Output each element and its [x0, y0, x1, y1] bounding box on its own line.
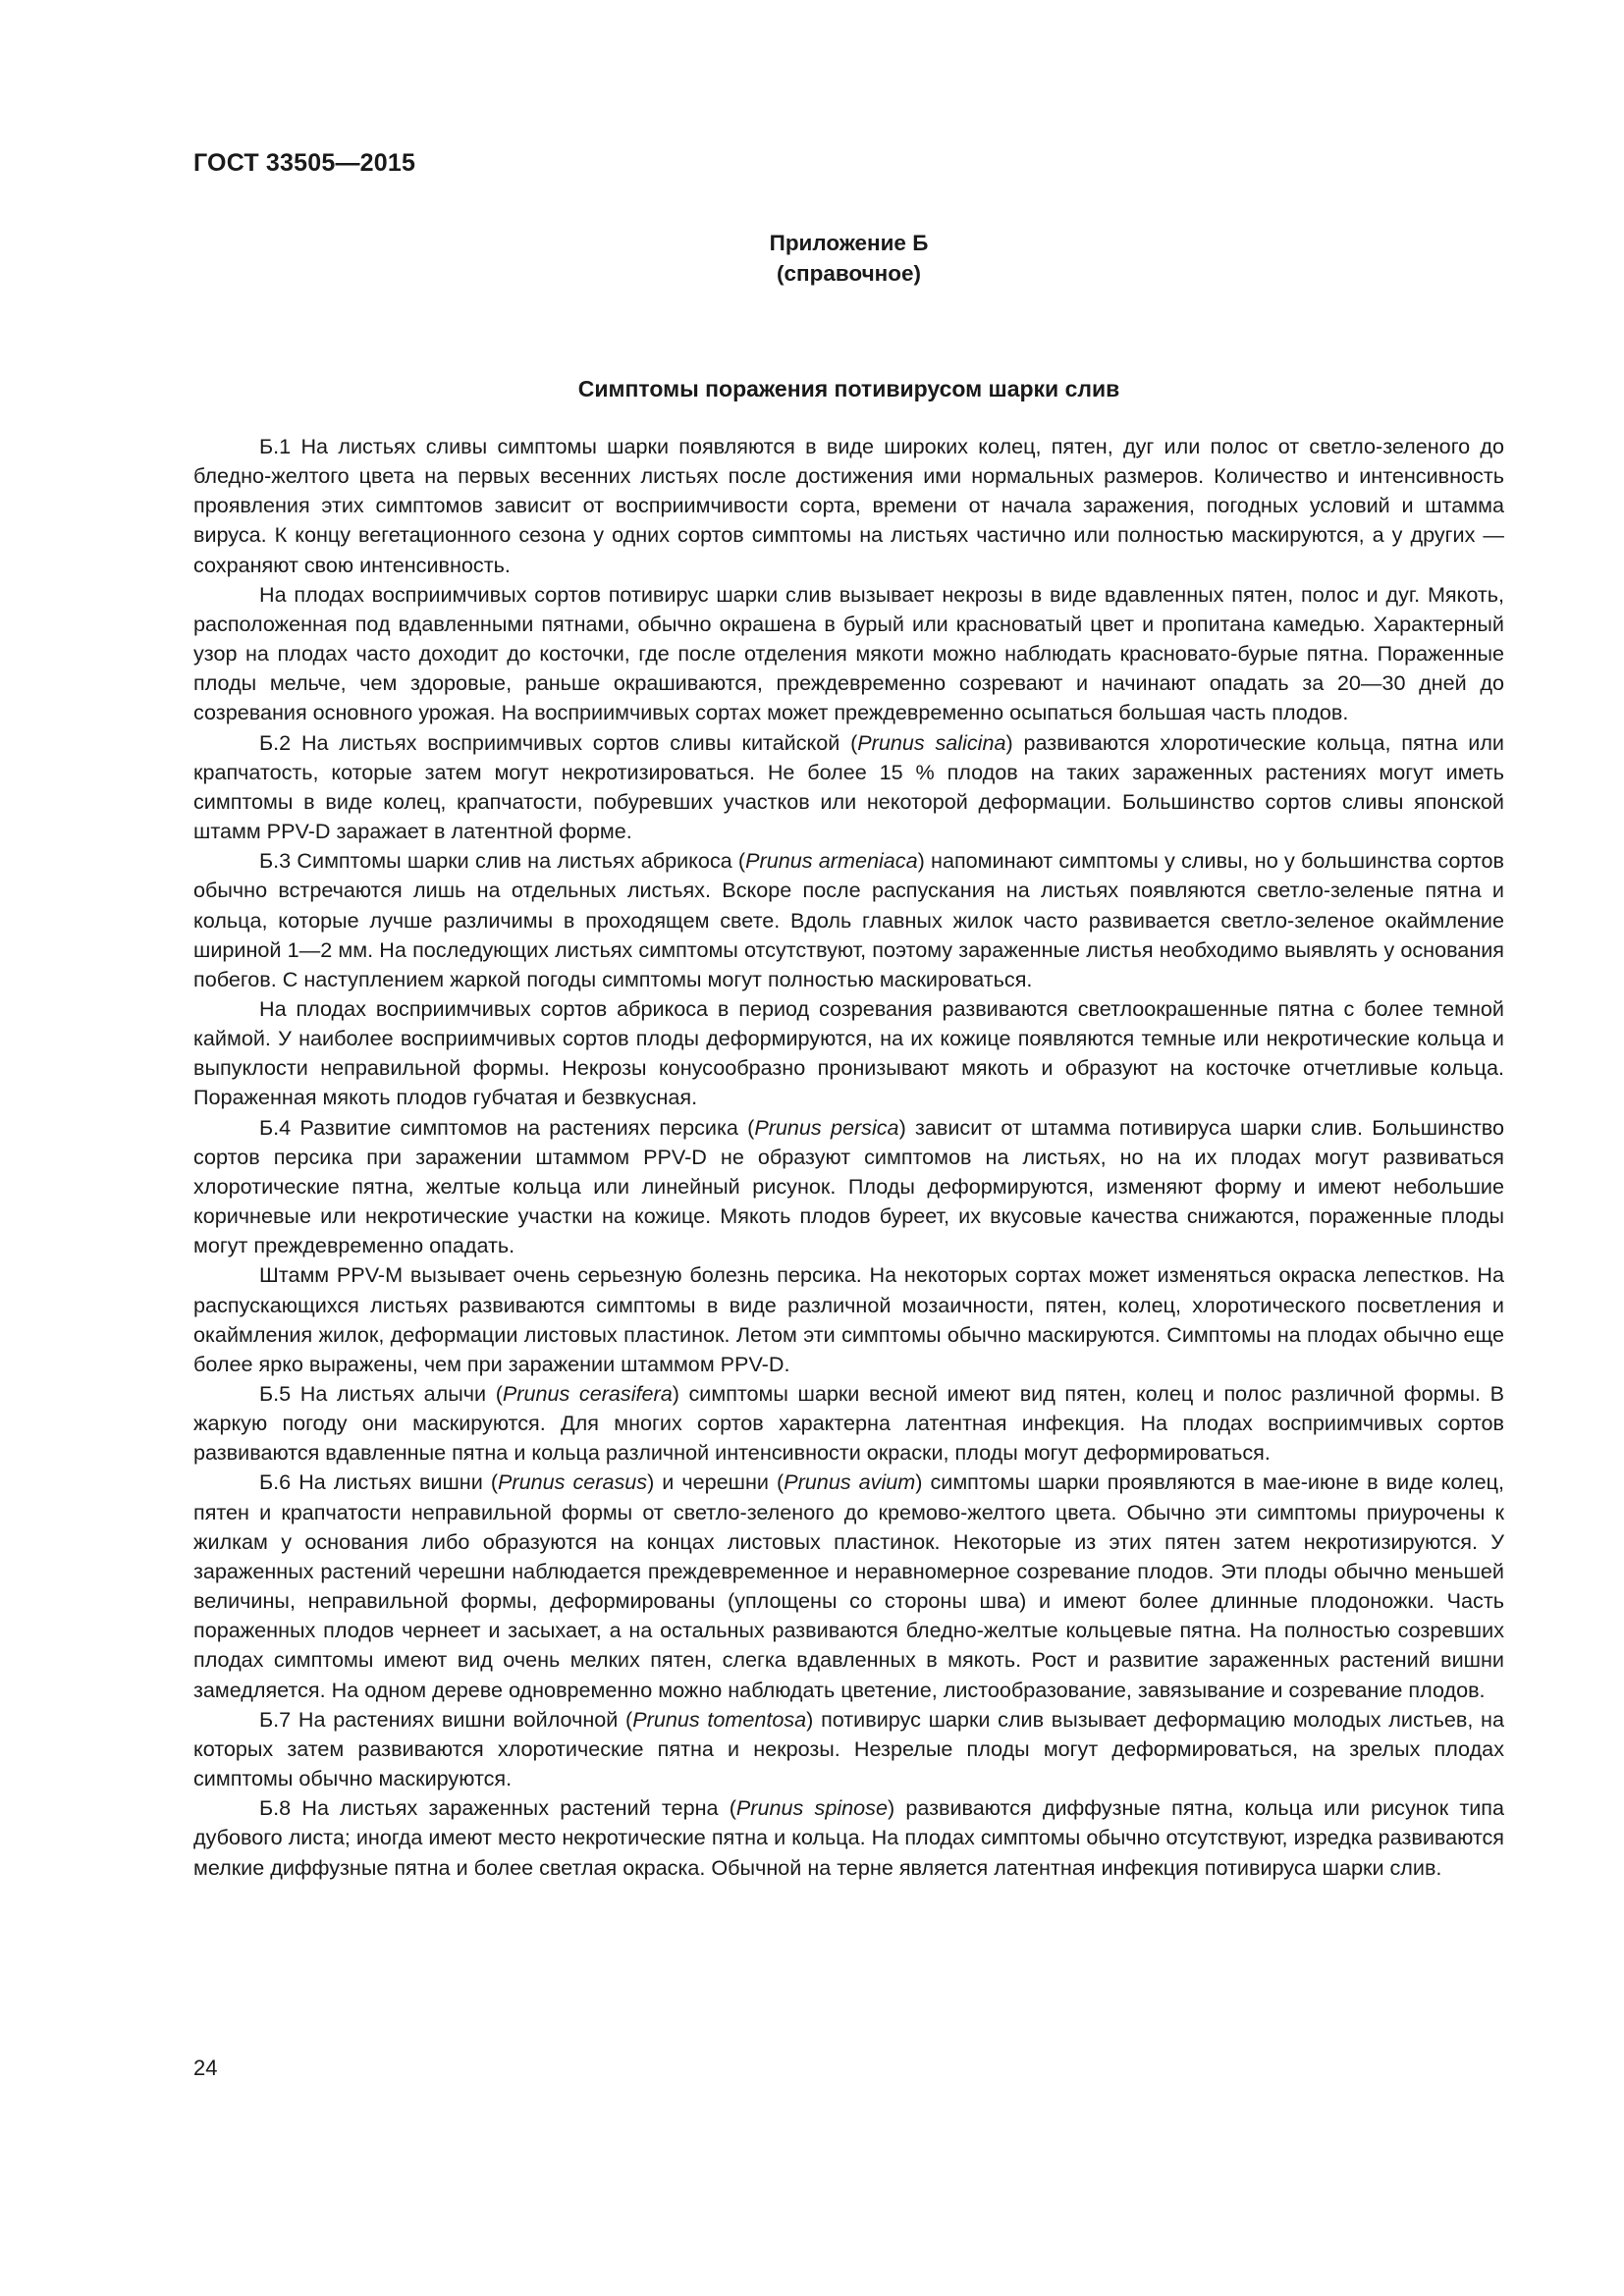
page-number: 24	[193, 2056, 218, 2080]
species-name: Prunus armeniaca	[745, 848, 918, 874]
paragraph-b4-ppv-m: Штамм PPV-M вызывает очень серьезную болезнь персика. На некоторых сортах может изменяться окраска лепестков. На распускающихся листьях развиваются симптомы в виде различной мозаичности, пятен, колец, хлоротического посветления и окаймления жилок, деформации листовых пластинок. Летом эти симптомы обычно маскируются. Симптомы на плодах обычно еще более ярко выражены, чем при заражении штаммом PPV-D.	[193, 1262, 1504, 1376]
species-name: Prunus cerasifera	[502, 1381, 673, 1406]
body-text	[193, 432, 1504, 1883]
species-name: Prunus salicina	[857, 729, 1006, 755]
paragraph-b7: Б.7 На растениях вишни войлочной (Prunus tomentosa) потивирус шарки слив вызывает деформацию молодых листьев, на которых затем развиваются хлоротические пятна и некрозы. Незрелые плоды могут деформироваться, на зрелых плодах симптомы обычно маскируются.	[193, 1706, 1504, 1791]
paragraph-b1-fruits: На плодах восприимчивых сортов потивирус шарки слив вызывает некрозы в виде вдавленных пятен, полос и дуг. Мякоть, расположенная под вдавленными пятнами, обычно окрашена в бурый или красноватый цвет и пропитана камедью. Характерный узор на плодах часто доходит до косточки, где после отделения мякоти можно наблюдать красновато-бурые пятна. Пораженные плоды мельче, чем здоровые, раньше окрашиваются, преждевременно созревают и начинают опадать за 20—30 дней до созревания основного урожая. На восприимчивых сортах может преждевременно осыпаться большая часть плодов.	[193, 581, 1504, 725]
section-title: Симптомы поражения потивирусом шарки слив	[577, 376, 1120, 401]
paragraph-b8: Б.8 На листьях зараженных растений терна (Prunus spinose) развиваются диффузные пятна, кольца или рисунок типа дубового листа; иногда имеют место некротические пятна и кольца. На плодах симптомы обычно отсутствуют, изредка развиваются мелкие диффузные пятна и более светлая окраска. Обычной на терне является латентная инфекция потивируса шарки слив.	[193, 1795, 1504, 1880]
appendix-subtitle: (справочное)	[777, 261, 921, 286]
paragraph-b3-fruits: На плодах восприимчивых сортов абрикоса в период созревания развиваются светлоокрашенные пятна с более темной каймой. У наиболее восприимчивых сортов плоды деформируются, на их кожице появляются темные или некротические кольца и выпуклости неправильной формы. Некрозы конусообразно пронизывают мякоть и образуют на косточке отчетливые кольца. Пораженная мякоть плодов губчатая и безвкусная.	[193, 995, 1504, 1110]
appendix-title: Приложение Б	[769, 231, 929, 255]
species-name: Prunus cerasus	[498, 1469, 648, 1495]
paragraph-b1: Б.1 На листьях сливы симптомы шарки появляются в виде широких колец, пятен, дуг или полос от светло-зеленого до бледно-желтого цвета на первых весенних листьях после достижения ими нормальных размеров. Количество и интенсивность проявления этих симптомов зависит от восприимчивости сорта, времени от начала заражения, погодных условий и штамма вируса. К концу вегетационного сезона у одних сортов симптомы на листьях частично или полностью маскируются, а у других — сохраняют свою интенсивность.	[193, 434, 1504, 577]
appendix-heading	[193, 228, 1504, 289]
paragraph-b4: Б.4 Развитие симптомов на растениях персика (Prunus persica) зависит от штамма потивируса шарки слив. Большинство сортов персика при заражении штаммом PPV-D не образуют симптомов на листьях, но на их плодах могут развиваться хлоротические пятна, желтые кольца или линейный рисунок. Плоды деформируются, изменяют форму и имеют небольшие коричневые или некротические участки на кожице. Мякоть плодов буреет, их вкусовые качества снижаются, пораженные плоды могут преждевременно опадать.	[193, 1114, 1505, 1258]
species-name: Prunus spinose	[735, 1795, 888, 1821]
paragraph-b3: Б.3 Симптомы шарки слив на листьях абрикоса (Prunus armeniaca) напоминают симптомы у сливы, но у большинства сортов обычно встречаются лишь на отдельных листьях. Вскоре после распускания на листьях появляются светло-зеленые пятна и кольца, которые лучше различимы в проходящем свете. Вдоль главных жилок часто развивается светло-зеленое окаймление шириной 1—2 мм. На последующих листьях симптомы отсутствуют, поэтому зараженные листья необходимо выявлять у основания побегов. С наступлением жаркой погоды симптомы могут полностью маскироваться.	[193, 848, 1504, 991]
species-name: Prunus persica	[754, 1114, 899, 1140]
paragraph-b6: Б.6 На листьях вишни (Prunus cerasus) и черешни (Prunus avium) симптомы шарки проявляются в мае-июне в виде колец, пятен и крапчатости неправильной формы от светло-зеленого до кремово-желтого цвета. Обычно эти симптомы приурочены к жилкам у основания либо образуются на концах листовых пластинок. Некоторые из этих пятен затем некротизируются. У зараженных растений черешни наблюдается преждевременное и неравномерное созревание плодов. Эти плоды обычно меньшей величины, неправильной формы, деформированы (уплощены со стороны шва) и имеют более длинные плодоножки. Часть пораженных плодов чернеет и засыхает, а на остальных развиваются бледно-желтые кольцевые пятна. На полностью созревших плодах симптомы имеют вид очень мелких пятен, слегка вдавленных в мякоть. Рост и развитие зараженных растений вишни замедляется. На одном дереве одновременно можно наблюдать цветение, листообразование, завязывание и созревание плодов.	[193, 1469, 1504, 1702]
paragraph-b2: Б.2 На листьях восприимчивых сортов сливы китайской (Prunus salicina) развиваются хлоротические кольца, пятна или крапчатость, которые затем могут некротизироваться. Не более 15 % плодов на таких зараженных растениях могут иметь симптомы в виде колец, крапчатости, побуревших участков или некоторой деформации. Большинство сортов сливы японской штамм PPV-D заражает в латентной форме.	[193, 729, 1504, 844]
paragraph-b5: Б.5 На листьях алычи (Prunus cerasifera) симптомы шарки весной имеют вид пятен, колец и полос различной формы. В жаркую погоду они маскируются. Для многих сортов характерна латентная инфекция. На плодах восприимчивых сортов развиваются вдавленные пятна и кольца различной интенсивности окраски, плоды могут деформироваться.	[193, 1381, 1504, 1466]
species-name: Prunus avium	[784, 1469, 916, 1495]
species-name: Prunus tomentosa	[632, 1706, 807, 1732]
document-code-header: ГОСТ 33505—2015	[193, 149, 416, 177]
